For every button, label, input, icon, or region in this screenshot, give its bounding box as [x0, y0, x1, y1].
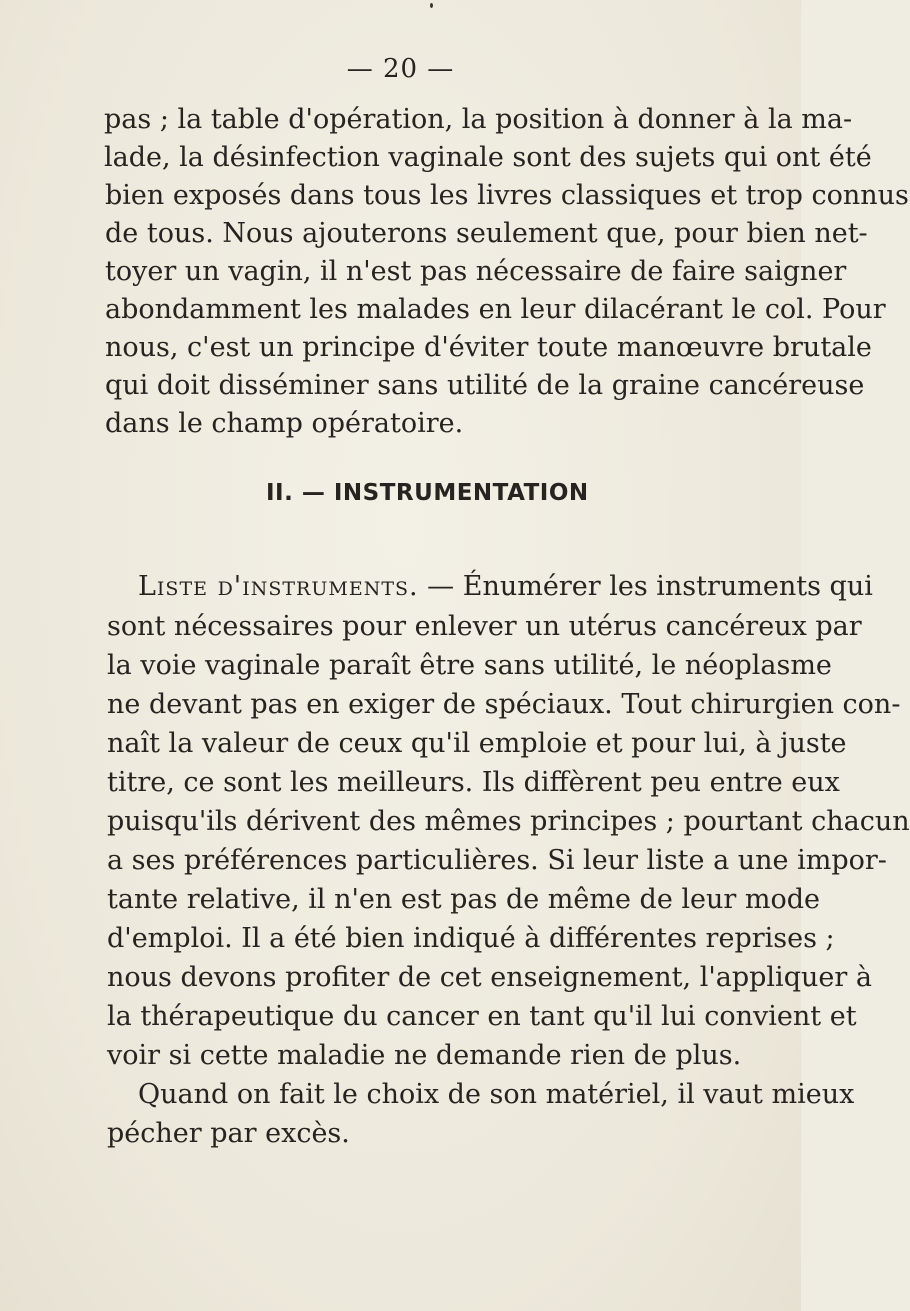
text-line: a ses préférences particulières. Si leur liste a une impor- [107, 845, 887, 876]
text-line: qui doit disséminer sans utilité de la graine cancéreuse [105, 370, 865, 401]
text-line: sont nécessaires pour enlever un utérus cancéreux par [107, 611, 862, 642]
text-line: d'emploi. Il a été bien indiqué à différentes reprises ; [107, 923, 835, 954]
text-line: dans le champ opératoire. [105, 408, 464, 439]
ink-speck [430, 3, 433, 8]
text-line: abondamment les malades en leur dilacérant le col. Pour [105, 294, 886, 325]
text-line: la thérapeutique du cancer en tant qu'il lui convient et [107, 1001, 857, 1032]
text-line: pécher par excès. [107, 1118, 350, 1149]
text-line: lade, la désinfection vaginale sont des sujets qui ont été [104, 142, 872, 173]
text-line: voir si cette maladie ne demande rien de plus. [107, 1040, 742, 1071]
text-line: bien exposés dans tous les livres classiques et trop connus [105, 180, 909, 211]
text-line: pas ; la table d'opération, la position à donner à la ma- [104, 104, 853, 135]
text-line: tante relative, il n'en est pas de même de leur mode [107, 884, 820, 915]
text-line: puisqu'ils dérivent des mêmes principes ; pourtant chacun [107, 806, 910, 837]
text-run: — Énumérer les instruments qui [418, 571, 873, 602]
text-line: Quand on fait le choix de son matériel, il vaut mieux [138, 1079, 855, 1110]
text-line: titre, ce sont les meilleurs. Ils diffèrent peu entre eux [107, 767, 840, 798]
text-line: naît la valeur de ceux qu'il emploie et pour lui, à juste [107, 728, 847, 759]
text-line [138, 568, 873, 606]
text-line: toyer un vagin, il n'est pas nécessaire de faire saigner [105, 256, 847, 287]
text-line: la voie vaginale paraît être sans utilité, le néoplasme [107, 650, 832, 681]
text-line: nous, c'est un principe d'éviter toute manœuvre brutale [105, 332, 872, 363]
page-number: — 20 — [346, 54, 455, 84]
text-line: de tous. Nous ajouterons seulement que, pour bien net- [105, 218, 868, 249]
text-line: nous devons profiter de cet enseignement, l'appliquer à [107, 962, 872, 993]
run-in-heading: Liste d'instruments. [138, 571, 419, 602]
section-heading: II. — INSTRUMENTATION [266, 480, 589, 506]
text-line: ne devant pas en exiger de spéciaux. Tout chirurgien con- [107, 689, 901, 720]
